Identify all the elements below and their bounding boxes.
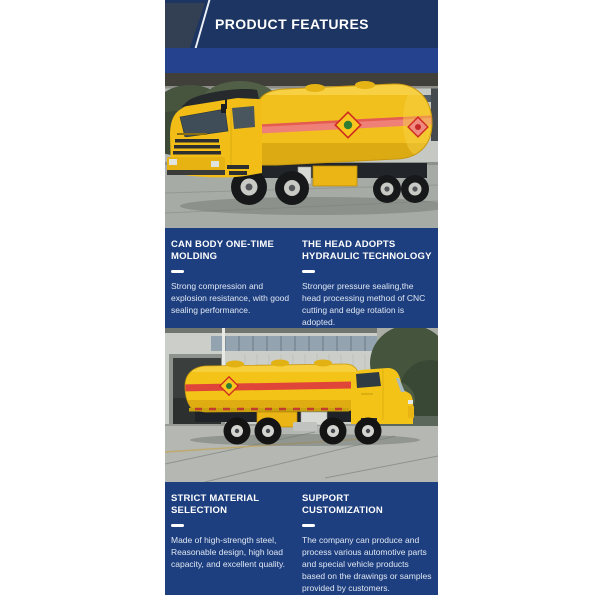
feature-card	[171, 239, 295, 328]
truck-front-photo	[165, 73, 438, 228]
feature-description: The company can produce and process various automotive parts and special vehicle products based on the drawings or samples provided by customers.	[302, 534, 432, 593]
tank-body	[183, 362, 361, 414]
feature-title: STRICT MATERIAL SELECTION	[171, 493, 260, 517]
toolbox	[313, 166, 357, 186]
content-column	[165, 0, 438, 595]
title-underline	[302, 524, 315, 527]
feature-card	[302, 239, 432, 328]
title-underline	[171, 524, 184, 527]
header-underline-stripe	[165, 48, 438, 73]
feature-description: Strong compression and explosion resistance, with good sealing performance.	[171, 280, 290, 315]
header-banner	[165, 0, 438, 48]
features-section-2	[165, 482, 438, 595]
feature-description: Stronger pressure sealing,the head processing method of CNC cutting and edge rotation is adopted.	[302, 280, 426, 327]
feature-card	[171, 493, 295, 595]
feature-description: Made of high-strength steel, Reasonable design, high load capacity, and excellent quality.	[171, 534, 286, 569]
feature-title: CAN BODY ONE-TIME MOLDING	[171, 239, 274, 263]
page-title: PRODUCT FEATURES	[215, 16, 369, 32]
features-section-1	[165, 228, 438, 328]
banner-accent-shape	[165, 3, 205, 48]
feature-title: THE HEAD ADOPTS HYDRAULIC TECHNOLOGY	[302, 239, 432, 263]
feature-card	[302, 493, 432, 595]
truck-side-photo	[165, 328, 438, 482]
title-underline	[171, 270, 184, 273]
fuel-tank	[293, 422, 317, 431]
feature-title: SUPPORT CUSTOMIZATION	[302, 493, 383, 517]
title-underline	[302, 270, 315, 273]
